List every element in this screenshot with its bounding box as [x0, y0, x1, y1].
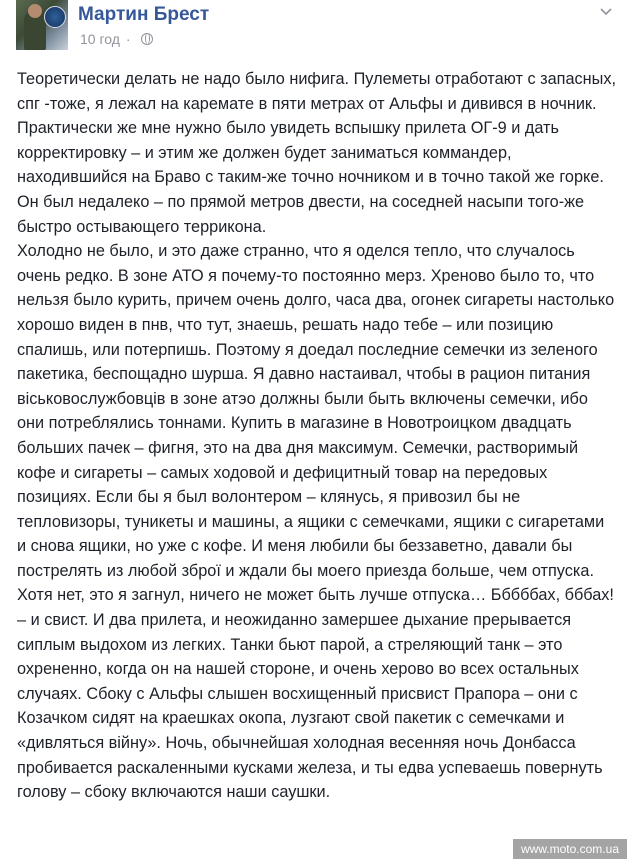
- avatar-badge: [44, 6, 66, 28]
- post-paragraph: Холодно не было, и это даже странно, что я оделся тепло, что случалось очень редко. В зоне АТО я почему-то постоянно мерз. Хреново было то, что нельзя было курить, причем очень долго, часа два, огонек сигареты настолько хорошо виден в пнв, что тут, знаешь, решать надо тебе – или позицию спалишь, или потерпишь. Поэтому я доедал последние семечки из зеленого пакетика, беспощадно шурша. Я давно настаивал, чтобы в рацион питания вiськовослужбовцiв в зоне атэо должны были быть включены семечки, ибо они потреблялись тоннами. Купить в магазине в Новотроицком двадцать больших пачек – фигня, это на два дня максимум. Семечки, растворимый кофе и сигареты – самых ходовой и дефицитный товар на передовых позициях. Если бы я был волонтером – клянусь, я привозил бы не тепловизоры, туникеты и машины, а ящики с семечками, ящики с сигаретами и снова ящики, но уже с кофе. И меня любили бы беззаветно, давали бы пострелять из любой зброї и ждали бы моего приезда больше, чем отпуска. Хотя нет, это я загнул, ничего не может быть лучше отпуска… Бббббах, бббах! – и свист. И два прилета, и неожиданно замершее дыхание прерывается сиплым выдохом из легких. Танки бьют парой, а стреляющий танк – это охрененно, когда он на нашей стороне, и очень херово во всех остальных случаях. Сбоку с Альфы слышен восхищенный присвист Прапора – они с Козачком сидят на краешках окопа, лузгают свой пакетик с семечками и «дивляться війну». Ночь, обычнейшая холодная весенняя ночь Донбасса пробивается раскаленными кусками железа, и ты едва успеваешь повернуть голову – сбоку включаются наши саушки.: [17, 242, 615, 802]
- post-body: [17, 67, 617, 805]
- watermark: www.moto.com.ua: [513, 839, 627, 859]
- globe-icon: [141, 33, 153, 45]
- avatar[interactable]: [16, 0, 68, 50]
- author-name[interactable]: Мартин Брест: [78, 4, 210, 25]
- post-paragraph: Теоретически делать не надо было нифига. Пулеметы отработают с запасных, спг -тоже, я лежал на каремате в пяти метрах от Альфы и дивився в ночник. Практически же мне нужно было увидеть вспышку прилета ОГ-9 и дать корректировку – и этим же должен будет заниматься коммандер, находившийся на Браво с таким-же точно ночником и в точно такой же горке. Он был недалеко – по прямой метров двести, на соседней насыпи того-же быстро остывающего терриконa.: [17, 70, 617, 236]
- chevron-down-icon[interactable]: [599, 4, 613, 18]
- meta-separator: ·: [125, 31, 131, 47]
- post-header: [0, 0, 627, 56]
- avatar-head: [28, 4, 42, 18]
- post-timestamp[interactable]: 10 год: [80, 31, 120, 47]
- post-meta: [80, 31, 153, 47]
